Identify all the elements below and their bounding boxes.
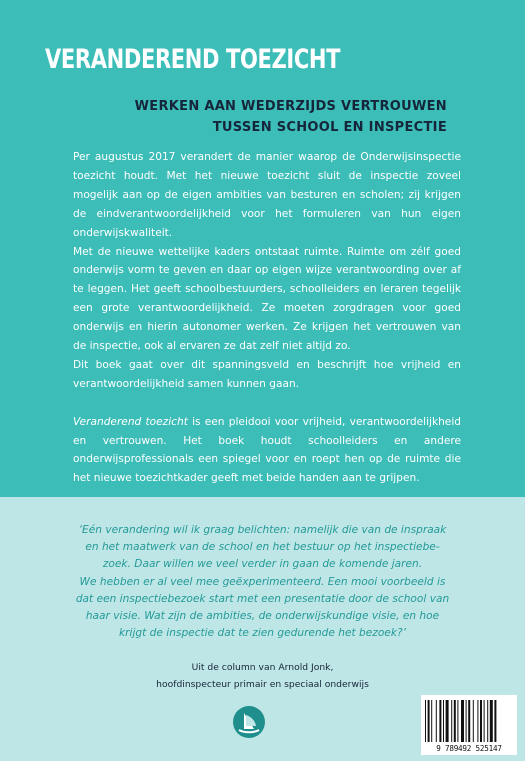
quote — [65, 522, 460, 642]
quote-source — [65, 660, 460, 693]
quote-line: zoek. Daar willen we veel verder in gaan de komende jaren. — [102, 558, 423, 571]
quote-line: en het maatwerk van de school en het bestuur op het inspectiebe- — [85, 541, 440, 554]
book-subtitle — [135, 96, 447, 138]
quote-line: haar visie. Wat zijn de ambities, de onderwijskundige visie, en hoe — [85, 610, 440, 623]
source-line-2: hoofdinspecteur primair en speciaal onderwijs — [156, 678, 369, 690]
barcode-bars — [425, 700, 513, 742]
blurb-paragraph-4-text: is een pleidooi voor vrijheid, verantwoordelijkheid en vertrouwen. Het boek houdt schoolleiders en andere onderwijsprofessionals een spiegel voor en roept hen op de ruimte die het nieuwe toezichtkader geeft met beide handen aan te grijpen. — [73, 415, 461, 485]
source-line-1: Uit de column van Arnold Jonk, — [191, 662, 334, 673]
blurb-paragraph-3: Dit boek gaat over dit spanningsveld en beschrijft hoe vrijheid en verantwoordelijkheid samen kunnen gaan. — [73, 358, 461, 390]
quote-line: We hebben er al veel mee geëxperimenteerd. Een mooi voorbeeld is — [79, 575, 446, 588]
quote-line: dat een inspectiebezoek start met een presentatie door de school van — [75, 592, 450, 605]
barcode-number: 9 789492 525147 — [436, 744, 502, 753]
blurb-book-title: Veranderend toezicht — [73, 415, 188, 428]
blurb-paragraph-4 — [73, 413, 461, 489]
quote-line: krijgt de inspectie dat te zien gedurende het bezoek?’ — [119, 627, 406, 640]
subtitle-line-1: WERKEN AAN WEDERZIJDS VERTROUWEN — [134, 99, 447, 114]
quote-line: ‘Eén verandering wil ik graag belichten: namelijk die van de inspraak — [78, 524, 447, 536]
blurb — [73, 148, 461, 488]
blurb-paragraph-2: Met de nieuwe wettelijke kaders ontstaat ruimte. Ruimte om zélf goed onderwijs vorm te geven en daar op eigen wijze verantwoording over af te leggen. Het geeft schoolbestuurders, schoolleiders en leraren tegelijk een grote verantwoordelijkheid. Ze moeten zorgdragen voor goed onderwijs en hierin autonomer werken. Ze krijgen het vertrouwen van de inspectie, ook al ervaren ze dat zelf niet altijd zo. — [73, 245, 461, 353]
subtitle-line-2: TUSSEN SCHOOL EN INSPECTIE — [212, 120, 447, 135]
ship-logo-icon — [232, 705, 266, 739]
blurb-paragraph-1: Per augustus 2017 verandert de manier waarop de Onderwijsinspectie toezicht houdt. Met het nieuwe toezicht sluit de inspectie zoveel mogelijk aan op de eigen ambities van besturen en scholen; zij krijgen de eindverantwoordelijkheid voor het formuleren van hun eigen onderwijskwaliteit. — [73, 151, 461, 239]
barcode — [421, 695, 517, 755]
book-title: VERANDEREND TOEZICHT — [45, 44, 341, 75]
